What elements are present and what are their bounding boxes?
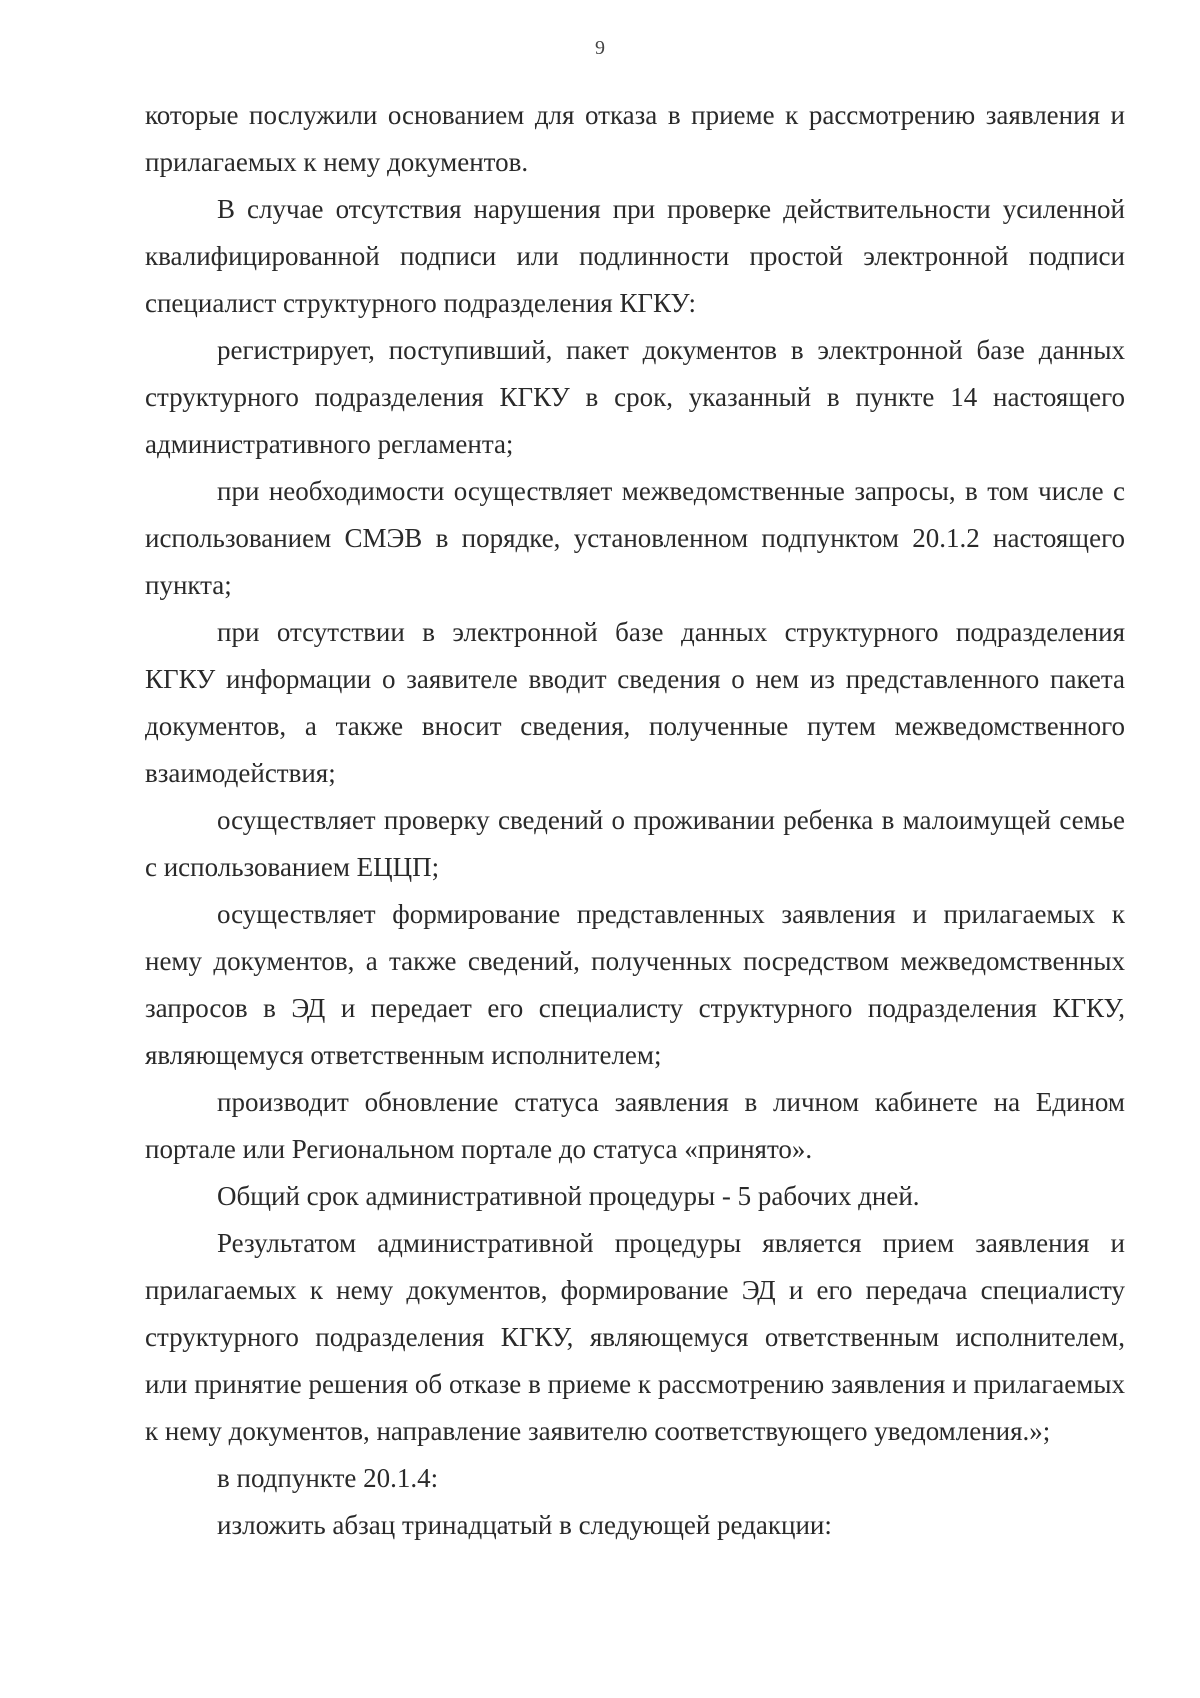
paragraph-1: которые послужили основанием для отказа в приеме к рассмотрению заявления и прилагаемых к нему документов. (145, 100, 1125, 177)
paragraph-2: В случае отсутствия нарушения при проверке действительности усиленной квалифицированной подписи или подлинности простой электронной подписи специалист структурного подразделения КГКУ: (145, 194, 1125, 318)
document-body (145, 92, 1125, 1549)
paragraph-11: в подпункте 20.1.4: (217, 1463, 439, 1493)
paragraph-3: регистрирует, поступивший, пакет документов в электронной базе данных структурного подразделения КГКУ в срок, указанный в пункте 14 настоящего административного регламента; (145, 335, 1125, 459)
page-number: 9 (595, 37, 605, 59)
paragraph-12: изложить абзац тринадцатый в следующей редакции: (217, 1510, 832, 1540)
paragraph-6: осуществляет проверку сведений о проживании ребенка в малоимущей семье с использованием ЕЦЦП; (145, 805, 1125, 882)
paragraph-4: при необходимости осуществляет межведомственные запросы, в том числе с использованием СМЭВ в порядке, установленном подпунктом 20.1.2 настоящего пункта; (145, 476, 1125, 600)
paragraph-7: осуществляет формирование представленных заявления и прилагаемых к нему документов, а также сведений, полученных посредством межведомственных запросов в ЭД и передает его специалисту структурного подразделения КГКУ, являющемуся ответственным исполнителем; (145, 899, 1125, 1070)
paragraph-5: при отсутствии в электронной базе данных структурного подразделения КГКУ информации о заявителе вводит сведения о нем из представленного пакета документов, а также вносит сведения, полученные путем межведомственного взаимодействия; (145, 617, 1125, 788)
paragraph-8: производит обновление статуса заявления в личном кабинете на Едином портале или Региональном портале до статуса «принято». (145, 1087, 1125, 1164)
paragraph-9: Общий срок административной процедуры - 5 рабочих дней. (217, 1181, 920, 1211)
paragraph-10: Результатом административной процедуры является прием заявления и прилагаемых к нему документов, формирование ЭД и его передача специалисту структурного подразделения КГКУ, являющемуся ответственным исполнителем, или принятие решения об отказе в приеме к рассмотрению заявления и прилагаемых к нему документов, направление заявителю соответствующего уведомления.»; (145, 1228, 1125, 1446)
